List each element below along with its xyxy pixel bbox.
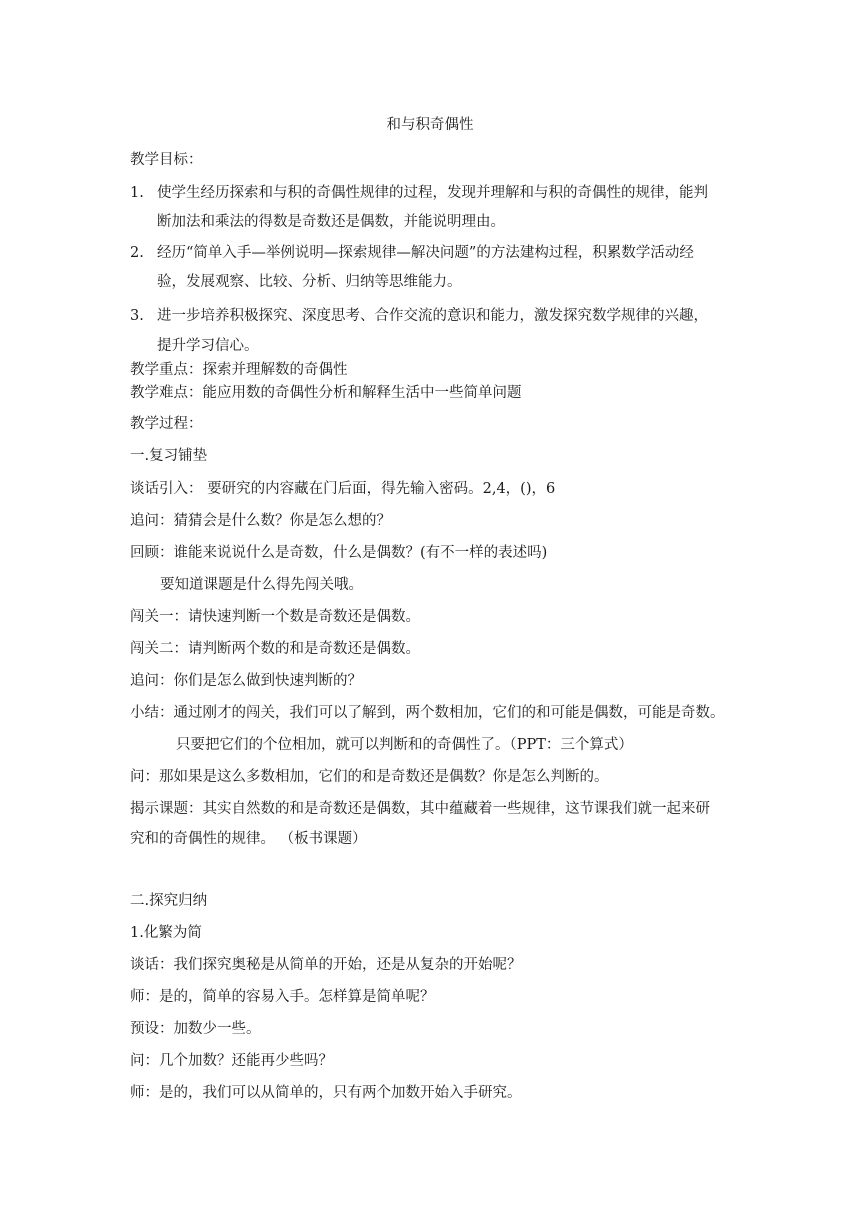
- section-2-line: 师：是的，简单的容易入手。怎样算是简单呢？: [130, 989, 435, 1005]
- objective-1-line-1: 使学生经历探索和与积的奇偶性规律的过程，发现并理解和与积的奇偶性的规律，能判: [157, 185, 708, 201]
- document-title: 和与积奇偶性: [386, 117, 474, 133]
- section-1-heading: 一.复习铺垫: [130, 448, 208, 464]
- section-1-line: 问：那如果是这么多数相加，它们的和是奇数还是偶数？你是怎么判断的。: [130, 769, 609, 785]
- process-heading: 教学过程：: [130, 416, 203, 432]
- section-1-line: 小结：通过刚才的闯关，我们可以了解到，两个数相加，它们的和可能是偶数，可能是奇数。: [130, 705, 725, 721]
- objective-3-line-2: 提升学习信心。: [157, 338, 259, 354]
- objectives-heading: 教学目标：: [130, 152, 203, 168]
- objective-2-number: 2.: [130, 245, 144, 261]
- section-1-line: 要知道课题是什么得先闯关哦。: [160, 577, 363, 593]
- section-2-line: 问：几个加数？还能再少些吗？: [130, 1053, 333, 1069]
- section-2-heading: 二.探究归纳: [130, 893, 208, 909]
- section-1-line: 究和的奇偶性的规律。 （板书课题）: [130, 831, 367, 847]
- section-1-line: 闯关一：请快速判断一个数是奇数还是偶数。: [130, 609, 420, 625]
- section-1-line: 追问：猜猜会是什么数？你是怎么想的？: [130, 513, 391, 529]
- section-1-line: 只要把它们的个位相加，就可以判断和的奇偶性了。（PPT：三个算式）: [176, 737, 633, 753]
- objective-2-line-2: 验，发展观察、比较、分析、归纳等思维能力。: [157, 274, 462, 290]
- objective-3-number: 3.: [130, 308, 144, 324]
- section-1-line: 追问：你们是怎么做到快速判断的？: [130, 673, 362, 689]
- section-2-line: 谈话：我们探究奥秘是从简单的开始，还是从复杂的开始呢？: [130, 957, 522, 973]
- section-2-subheading: 1.化繁为简: [130, 925, 202, 941]
- difficult-point: 教学难点：能应用数的奇偶性分析和解释生活中一些简单问题: [130, 385, 522, 401]
- objective-2-line-1: 经历“简单入手—举例说明—探索规律—解决问题”的方法建构过程，积累数学活动经: [157, 245, 694, 261]
- key-point: 教学重点：探索并理解数的奇偶性: [130, 362, 348, 378]
- section-1-line: 回顾：谁能来说说什么是奇数，什么是偶数？(有不一样的表述吗): [130, 545, 548, 561]
- section-1-line: 闯关二：请判断两个数的和是奇数还是偶数。: [130, 641, 420, 657]
- objective-3-line-1: 进一步培养积极探究、深度思考、合作交流的意识和能力，激发探究数学规律的兴趣，: [157, 308, 708, 324]
- section-2-line: 师：是的，我们可以从简单的，只有两个加数开始入手研究。: [130, 1085, 522, 1101]
- section-2-line: 预设：加数少一些。: [130, 1021, 261, 1037]
- objective-1-number: 1.: [130, 185, 144, 201]
- section-1-line: 谈话引入： 要研究的内容藏在门后面，得先输入密码。2,4，()，6: [130, 481, 556, 497]
- section-1-line: 揭示课题：其实自然数的和是奇数还是偶数，其中蕴藏着一些规律，这节课我们就一起来研: [130, 801, 710, 817]
- objective-1-line-2: 断加法和乘法的得数是奇数还是偶数，并能说明理由。: [157, 214, 505, 230]
